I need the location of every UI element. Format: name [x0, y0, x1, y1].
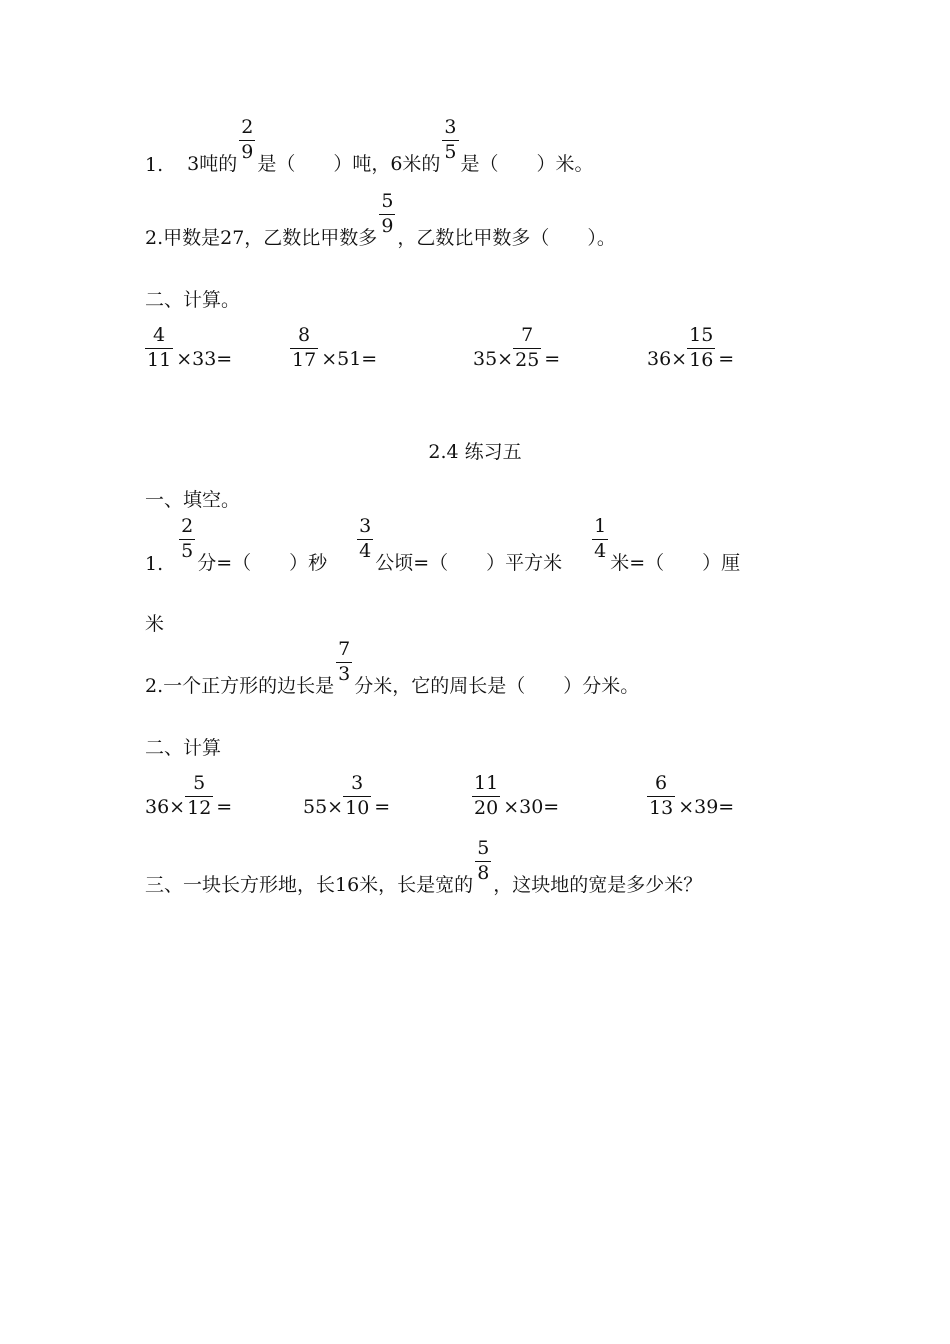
fraction-numerator: 7 — [338, 638, 351, 660]
fraction-denominator: 25 — [515, 349, 540, 371]
section-heading: 二、计算。 — [145, 289, 241, 311]
fraction-denominator: 9 — [241, 141, 254, 163]
question-text: ，乙数比甲数多（ ）。 — [397, 227, 616, 249]
fraction — [647, 774, 675, 818]
fraction-numerator: 5 — [477, 837, 490, 859]
calc-heading-line — [145, 712, 221, 760]
fraction — [472, 774, 500, 818]
fraction-denominator: 5 — [444, 141, 457, 163]
calc-suffix: = — [718, 348, 735, 370]
question-text: 分=（ ）秒 — [197, 552, 328, 574]
fraction-denominator: 9 — [381, 215, 394, 237]
section-heading: 二、计算 — [145, 737, 222, 759]
fraction — [475, 839, 491, 883]
question-text: 公顷=（ ）平方米 — [375, 552, 563, 574]
calc-item — [472, 774, 559, 818]
calc-suffix: ×30= — [503, 796, 560, 818]
question-text: 米 — [145, 613, 165, 635]
fraction-denominator: 12 — [187, 797, 212, 819]
fraction-numerator: 4 — [153, 324, 166, 346]
question-text: 是（ ）米。 — [460, 153, 594, 175]
fraction-numerator: 11 — [474, 772, 499, 794]
fraction — [687, 326, 715, 370]
fraction-numerator: 3 — [444, 116, 457, 138]
fraction-numerator: 6 — [655, 772, 668, 794]
question-text: 是（ ）吨，6米的 — [257, 153, 441, 175]
question-2-line — [145, 190, 616, 250]
fraction-numerator: 2 — [241, 116, 254, 138]
fraction-denominator: 4 — [359, 540, 372, 562]
fraction-denominator: 10 — [345, 797, 370, 819]
calc-item — [473, 326, 560, 370]
fraction-numerator: 3 — [351, 772, 364, 794]
question-3-line — [145, 837, 703, 897]
fraction — [185, 774, 213, 818]
calc-suffix: = — [374, 796, 391, 818]
question-text: 2.甲数是27，乙数比甲数多 — [145, 227, 378, 249]
fraction-denominator: 4 — [594, 540, 607, 562]
question-number: 1. — [145, 553, 164, 575]
fraction-denominator: 11 — [147, 349, 172, 371]
calc-prefix: 36× — [145, 796, 186, 818]
fraction — [145, 326, 173, 370]
question-2-line — [145, 638, 640, 698]
calc-suffix: = — [216, 796, 233, 818]
fraction — [442, 118, 458, 162]
question-text: 米=（ ）厘 — [610, 552, 741, 574]
question-text: 3吨的 — [187, 153, 238, 175]
calc-item — [290, 326, 377, 370]
fraction-numerator: 7 — [521, 324, 534, 346]
fraction-denominator: 5 — [181, 540, 194, 562]
fraction-denominator: 16 — [689, 349, 714, 371]
fraction — [343, 774, 371, 818]
section-heading: 一、填空。 — [145, 489, 241, 511]
fraction — [357, 517, 373, 561]
question-number: 1. — [145, 154, 164, 176]
fraction-numerator: 2 — [181, 515, 194, 537]
calc-suffix: ×33= — [176, 348, 233, 370]
calc-prefix: 36× — [647, 348, 688, 370]
fraction — [592, 517, 608, 561]
calc-prefix: 35× — [473, 348, 514, 370]
fraction-denominator: 8 — [477, 862, 490, 884]
fraction-numerator: 15 — [689, 324, 714, 346]
fraction-denominator: 13 — [649, 797, 674, 819]
calc-suffix: ×39= — [678, 796, 735, 818]
question-1-wrap — [145, 588, 164, 636]
calc-suffix: = — [544, 348, 561, 370]
fill-heading-line — [145, 464, 240, 512]
calc-item — [303, 774, 390, 818]
question-text: 分米，它的周长是（ ）分米。 — [354, 675, 640, 697]
calc-suffix: ×51= — [321, 348, 378, 370]
question-1-line — [145, 515, 741, 575]
calc-item — [647, 774, 734, 818]
fraction — [290, 326, 318, 370]
fraction — [239, 118, 255, 162]
fraction — [513, 326, 541, 370]
fraction-denominator: 3 — [338, 663, 351, 685]
fraction-numerator: 8 — [298, 324, 311, 346]
fraction — [336, 640, 352, 684]
fraction-numerator: 5 — [193, 772, 206, 794]
fraction-numerator: 3 — [359, 515, 372, 537]
fraction — [379, 192, 395, 236]
fraction-denominator: 20 — [474, 797, 499, 819]
calc-item — [145, 326, 232, 370]
question-1-line — [145, 116, 594, 176]
fraction-numerator: 5 — [381, 190, 394, 212]
section-title: 2.4 练习五 — [428, 441, 522, 463]
calc-prefix: 55× — [303, 796, 344, 818]
question-text: 2.一个正方形的边长是 — [145, 675, 335, 697]
calc-item — [145, 774, 232, 818]
question-text: 三、一块长方形地，长16米，长是宽的 — [145, 874, 474, 896]
fraction-numerator: 1 — [594, 515, 607, 537]
calc-heading-line — [145, 264, 240, 312]
fraction — [179, 517, 195, 561]
fraction-denominator: 17 — [292, 349, 317, 371]
question-text: ，这块地的宽是多少米？ — [493, 874, 703, 896]
calc-item — [647, 326, 734, 370]
